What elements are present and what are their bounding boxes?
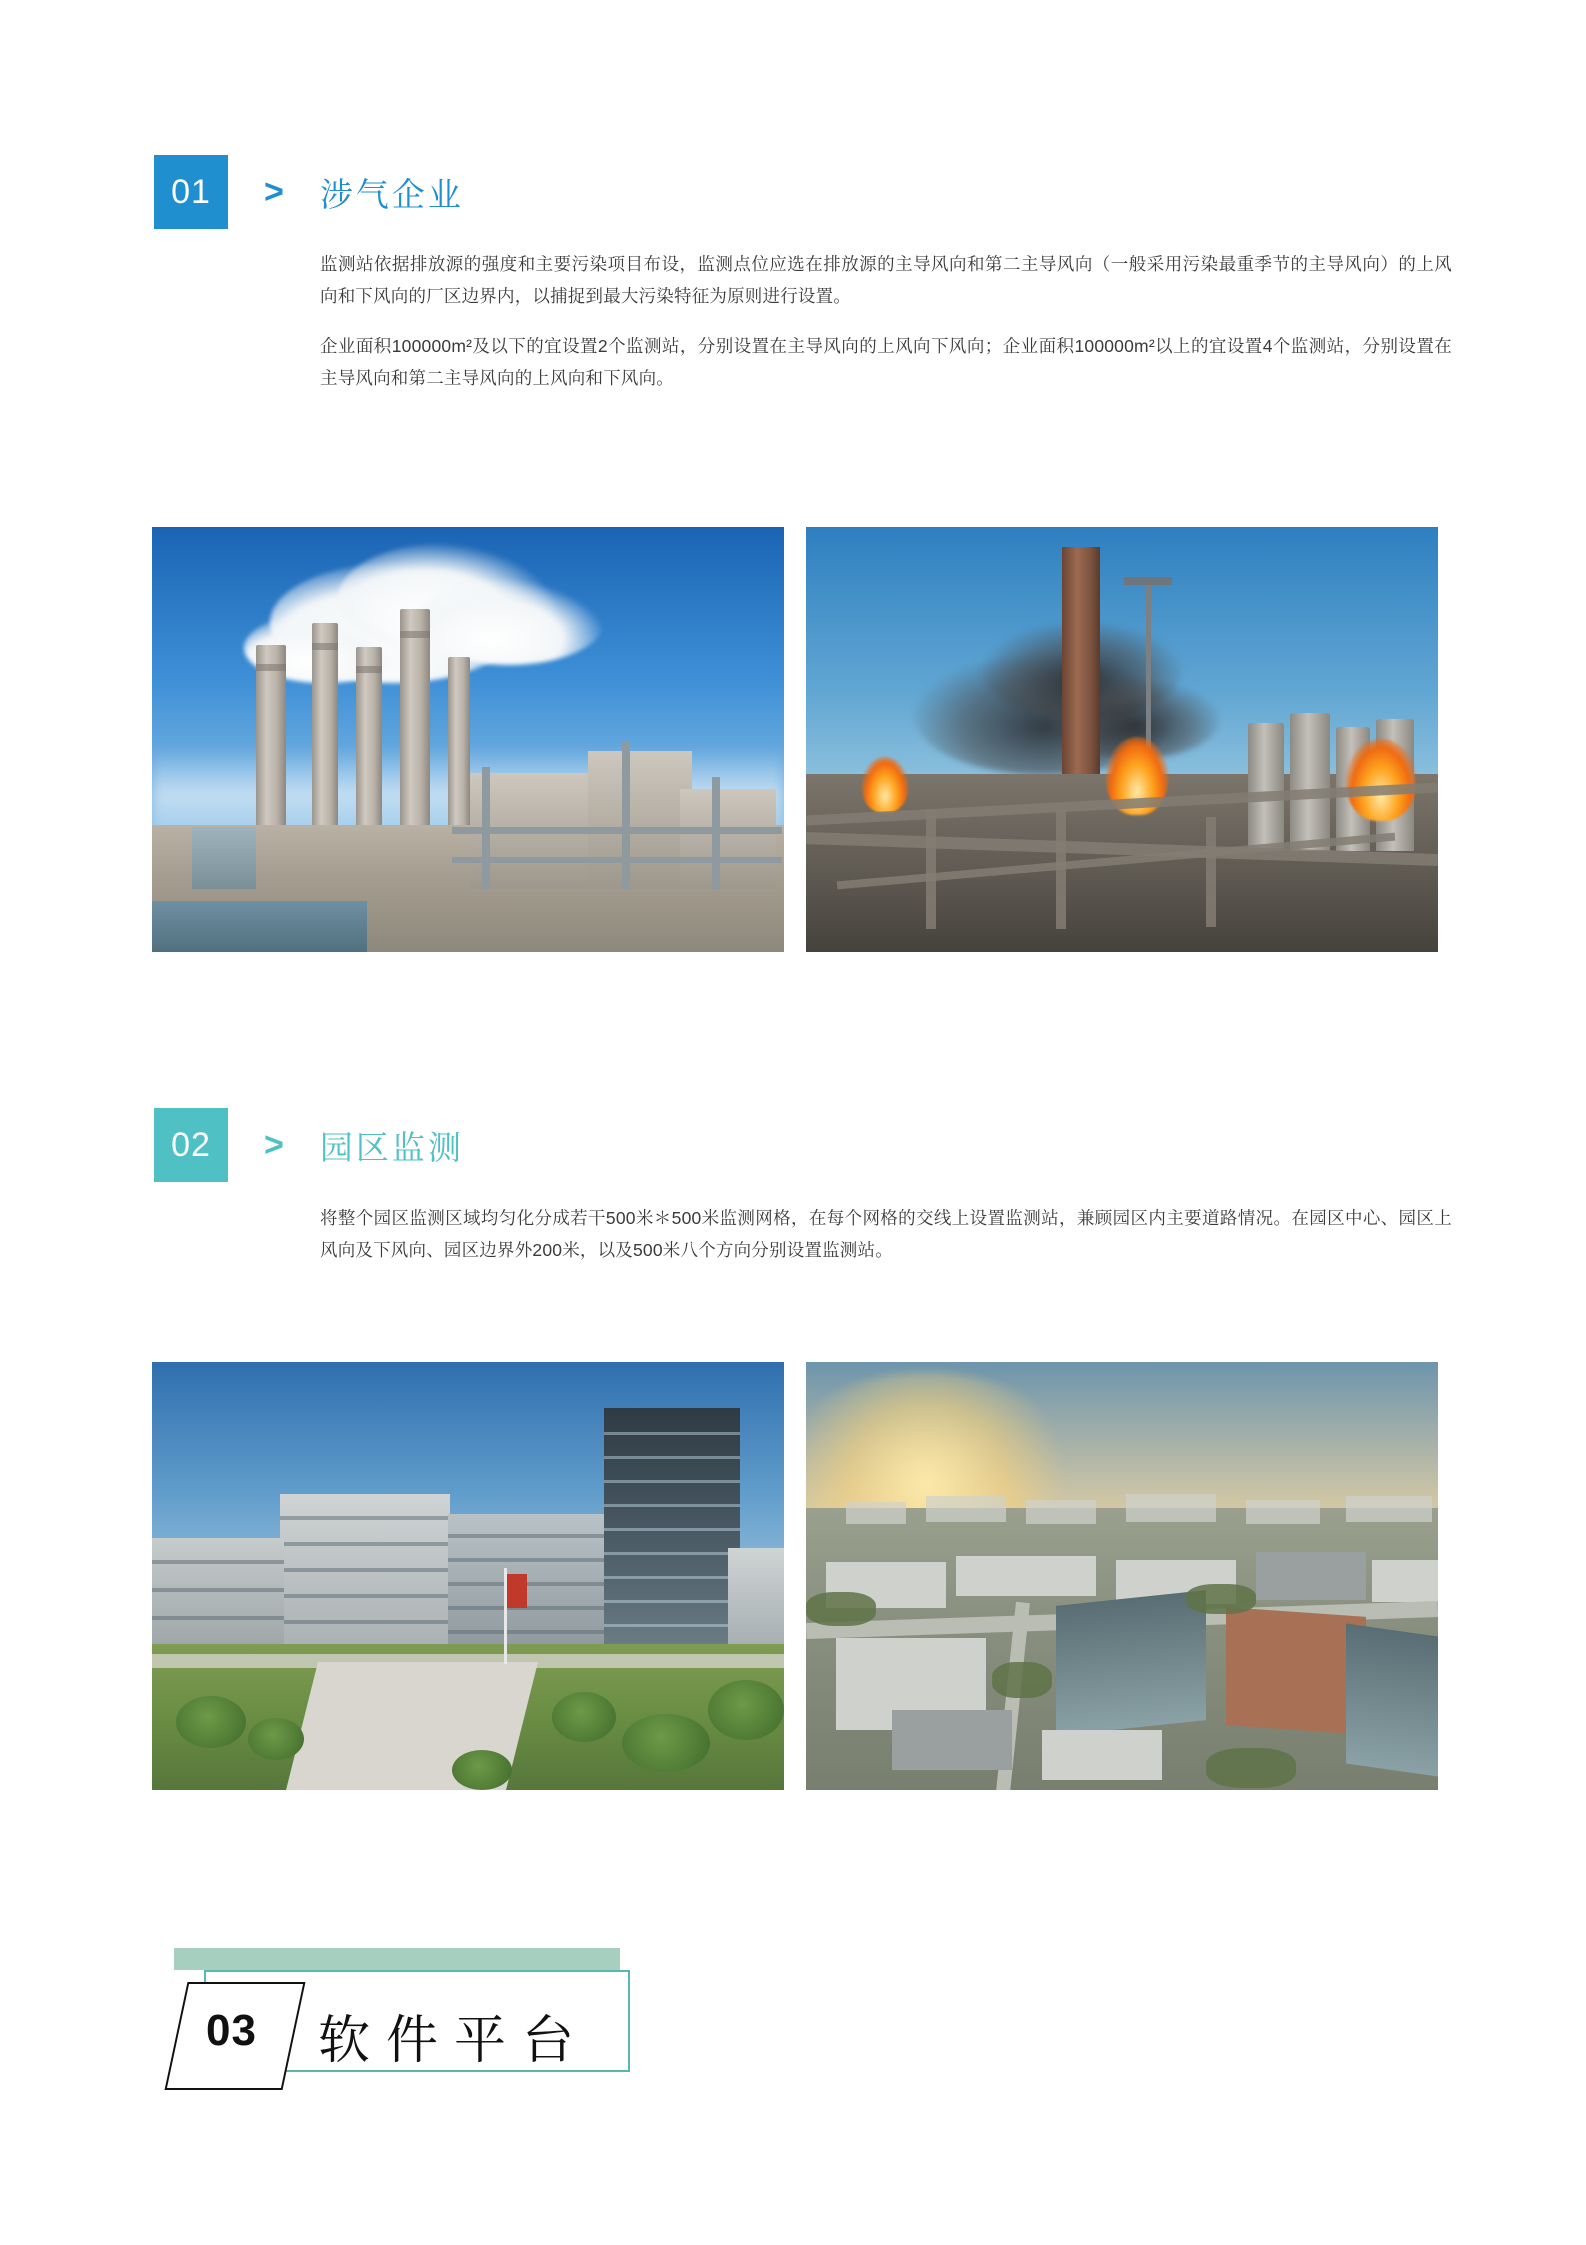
office-building: [728, 1548, 784, 1652]
gas-flare: [1346, 739, 1416, 821]
pipe-support: [926, 809, 936, 929]
chevron-right-icon: >: [264, 173, 284, 211]
plaza-edge: [152, 1654, 784, 1668]
plant-pipe: [452, 857, 782, 863]
banner-top-bar: [174, 1948, 620, 1970]
section-title-02: 园区监测: [319, 1128, 464, 1166]
shrub: [176, 1696, 246, 1748]
section-heading-01: [154, 155, 464, 229]
brick-building: [1226, 1607, 1366, 1735]
section-title-01: 涉气企业: [319, 175, 464, 213]
warehouse: [1372, 1560, 1438, 1602]
gas-flare: [862, 757, 908, 813]
section-number-badge-01: 01: [154, 155, 228, 229]
shrub: [452, 1750, 512, 1790]
warehouse: [1042, 1730, 1162, 1780]
section-number-badge-02: 02: [154, 1108, 228, 1182]
office-building: [152, 1538, 284, 1654]
tree-clump: [1186, 1584, 1256, 1614]
aerial-industrial-park-photo: [806, 1362, 1438, 1790]
plant-pipe: [452, 827, 782, 834]
section-heading-02: [154, 1108, 464, 1182]
section-01-paragraph-2: 企业面积100000m²及以下的宜设置2个监测站，分别设置在主导风向的上风向下风向；企业面积100000m²以上的宜设置4个监测站，分别设置在主导风向和第二主导风向的上风向和下风向。: [320, 336, 1452, 389]
photo-water: [152, 901, 367, 952]
shrub: [552, 1692, 616, 1742]
tree-clump: [806, 1592, 876, 1626]
warehouse: [1256, 1552, 1366, 1600]
storage-tank: [1248, 723, 1284, 851]
warehouse: [956, 1556, 1096, 1596]
warehouse: [892, 1710, 1012, 1770]
distant-building: [846, 1502, 906, 1524]
distant-building: [1026, 1500, 1096, 1524]
banner-number: 03: [206, 2006, 257, 2055]
flag: [507, 1574, 527, 1608]
plant-tank: [192, 827, 256, 889]
chevron-right-icon: >: [264, 1126, 284, 1164]
tree-clump: [992, 1662, 1052, 1698]
distant-building: [926, 1496, 1006, 1522]
light-mast-head: [1124, 577, 1172, 585]
plant-pipe: [482, 767, 490, 889]
coal-power-plant-photo: [152, 527, 784, 952]
section-01-paragraph-1: 监测站依据排放源的强度和主要污染项目布设，监测点位应选在排放源的主导风向和第二主导风向（一般采用污染最重季节的主导风向）的上风向和下风向的厂区边界内，以捕捉到最大污染特征为原则进行设置。: [320, 254, 1452, 307]
pipe-support: [1206, 817, 1216, 927]
distant-building: [1346, 1496, 1432, 1522]
shrub: [248, 1718, 304, 1760]
plant-pipe: [712, 777, 720, 889]
banner-title: 软件平台: [318, 2012, 591, 2070]
refinery-flare-photo: [806, 527, 1438, 952]
office-building: [280, 1494, 450, 1650]
section-banner-03: [160, 1948, 660, 2108]
pipe-support: [1056, 809, 1066, 929]
plant-building: [588, 751, 692, 889]
office-building: [1056, 1590, 1206, 1736]
shrub: [708, 1680, 784, 1740]
smoke-plume: [414, 579, 604, 665]
plant-building: [680, 789, 776, 889]
distant-building: [1126, 1494, 1216, 1522]
section-02-paragraph-1: 将整个园区监测区域均匀化分成若干500米＊500米监测网格，在每个网格的交线上设置监测站，兼顾园区内主要道路情况。在园区中心、园区上风向及下风向、园区边界外200米，以及500米八个方向分别设置监测站。: [320, 1208, 1452, 1261]
shrub: [622, 1714, 710, 1772]
tree-clump: [1206, 1748, 1296, 1788]
office-park-photo: [152, 1362, 784, 1790]
plant-pipe: [622, 741, 630, 889]
glass-building: [1346, 1624, 1438, 1777]
distant-building: [1246, 1500, 1320, 1524]
storage-tank: [1290, 713, 1330, 851]
